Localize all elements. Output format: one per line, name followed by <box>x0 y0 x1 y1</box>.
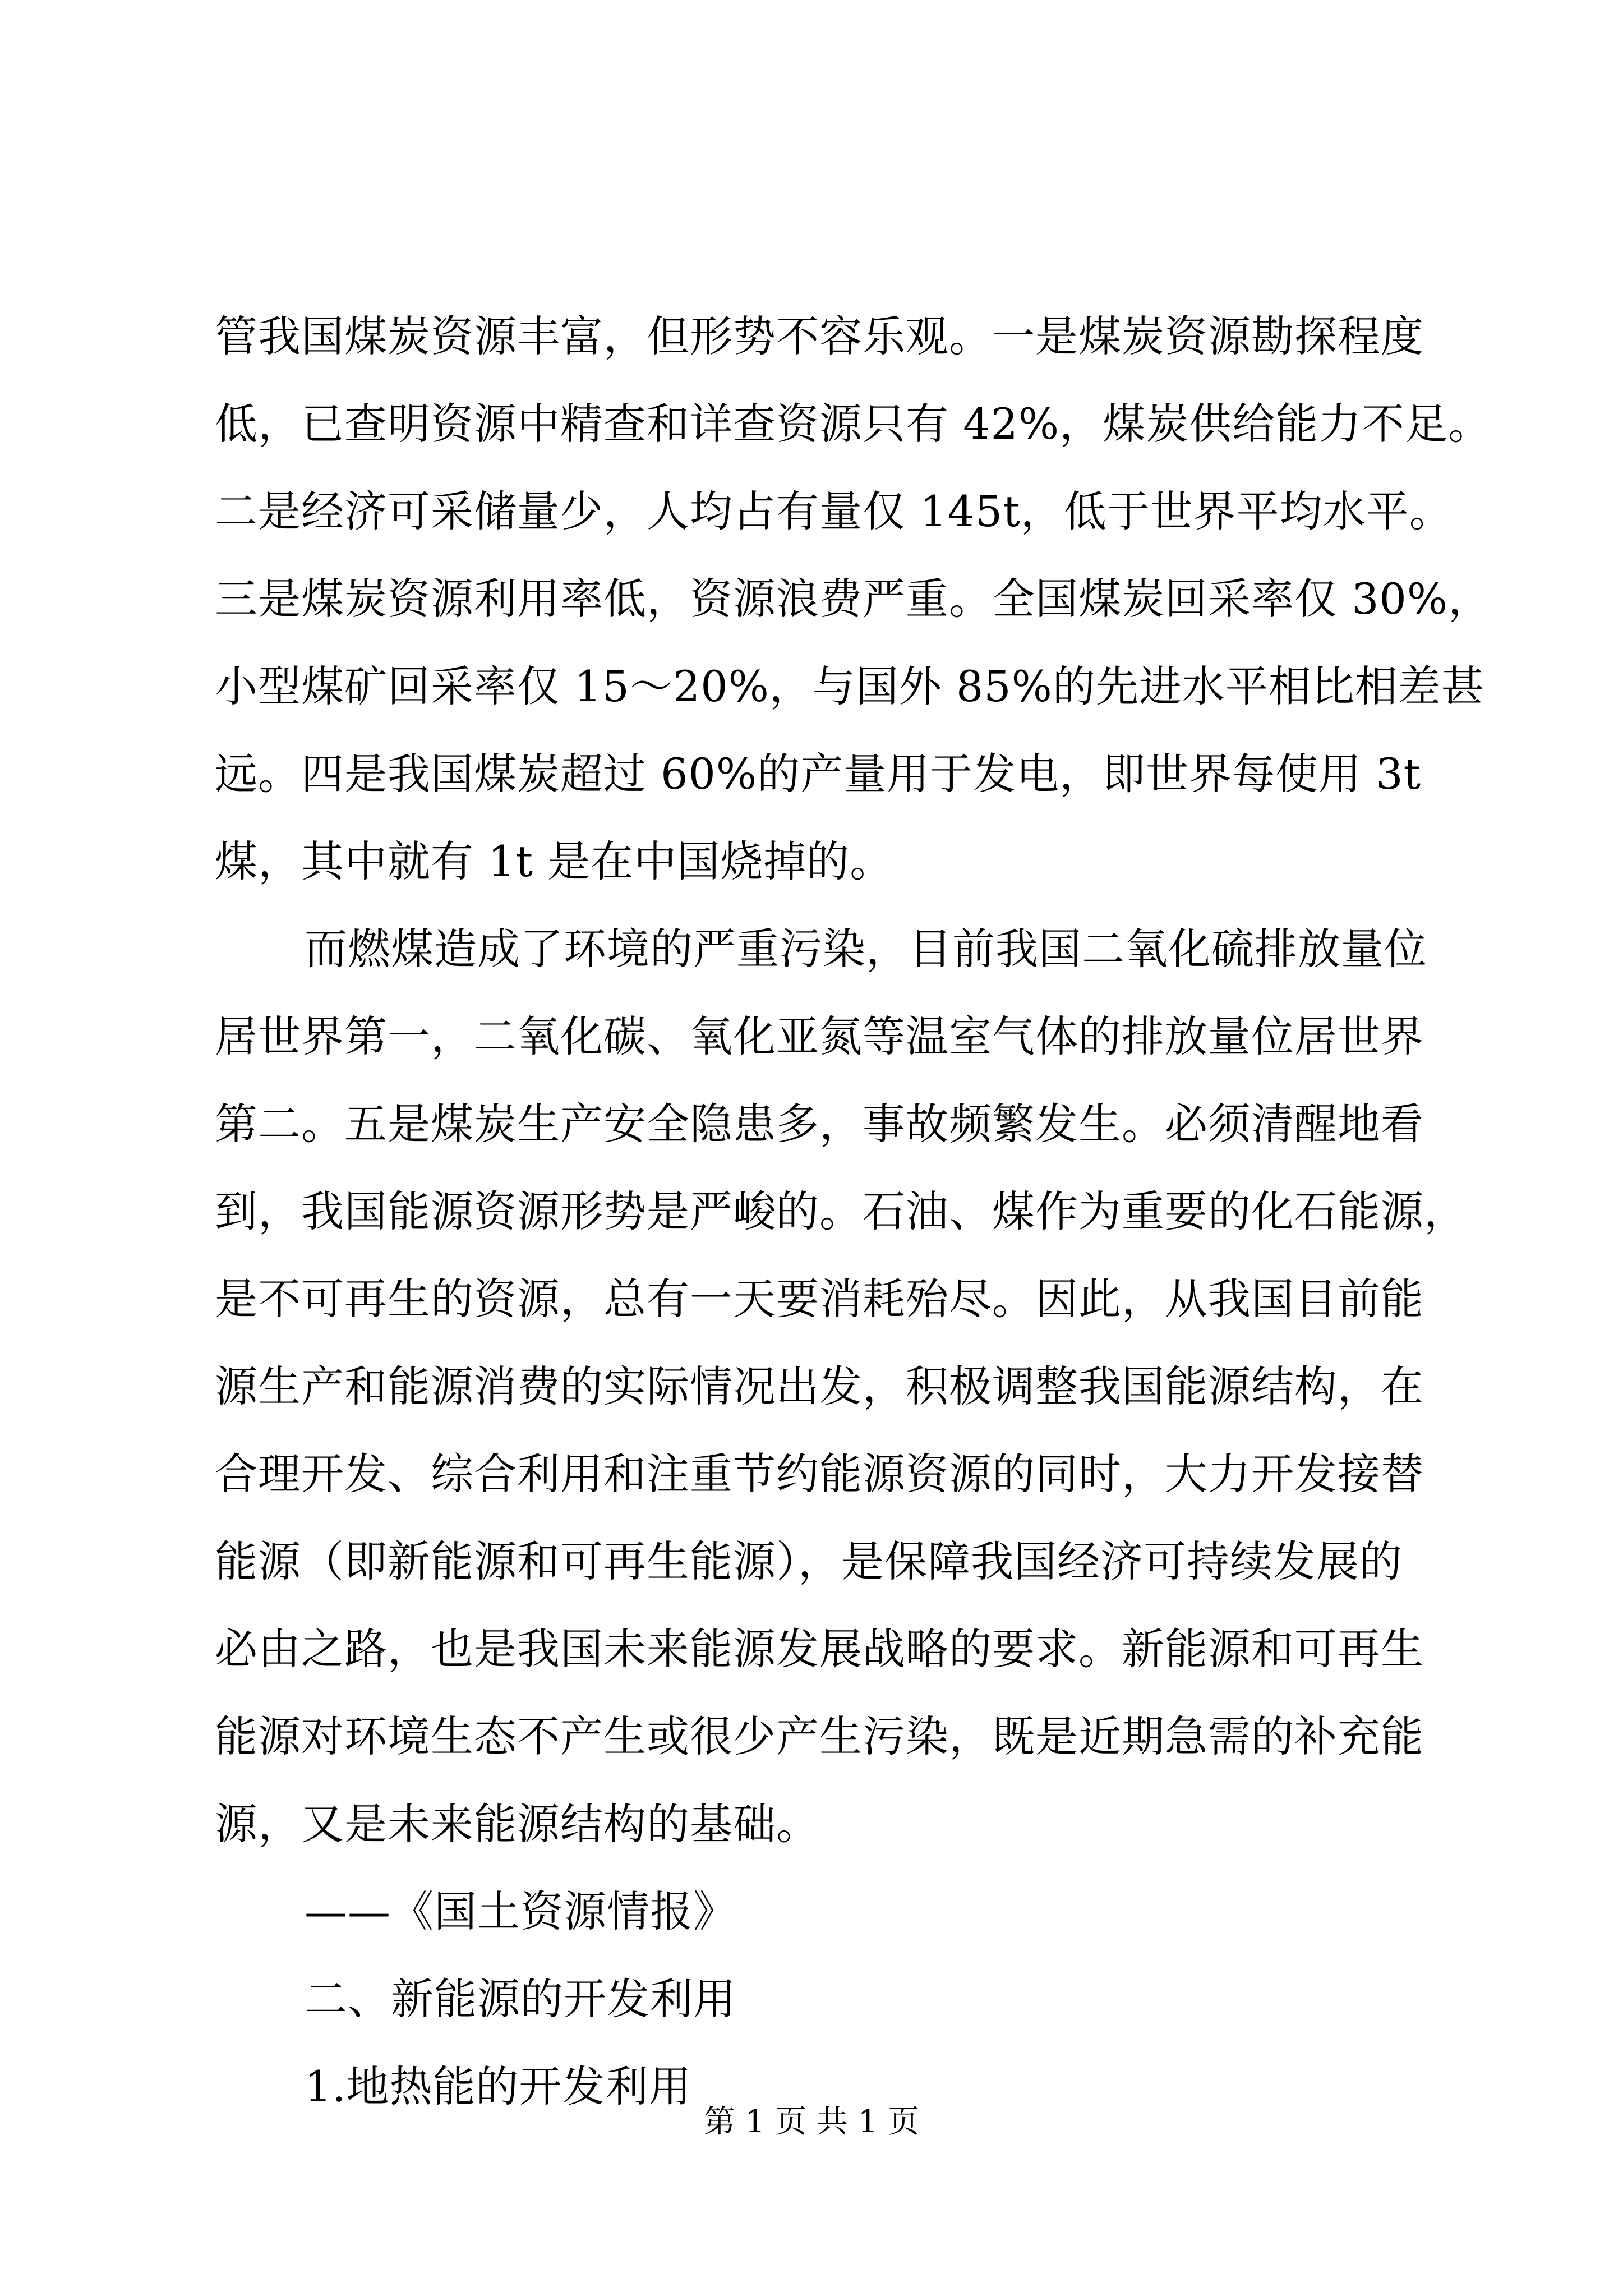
body-text-line: 能源（即新能源和可再生能源），是保障我国经济可持续发展的 <box>215 1536 1403 1586</box>
body-text-line: 三是煤炭资源利用率低，资源浪费严重。全国煤炭回采率仅 30%， <box>215 574 1492 624</box>
body-text-line: 必由之路，也是我国未来能源发展战略的要求。新能源和可再生 <box>215 1624 1424 1674</box>
body-text-line: 是不可再生的资源，总有一天要消耗殆尽。因此，从我国目前能 <box>215 1274 1424 1324</box>
body-text-line: 到，我国能源资源形势是严峻的。石油、煤作为重要的化石能源， <box>215 1186 1467 1236</box>
body-text-line: 合理开发、综合利用和注重节约能源资源的同时，大力开发接替 <box>215 1449 1424 1499</box>
source-citation: ——《国土资源情报》 <box>305 1887 736 1936</box>
body-text-line: 居世界第一，二氧化碳、氧化亚氮等温室气体的排放量位居世界 <box>215 1011 1424 1061</box>
body-text-line: 管我国煤炭资源丰富，但形势不容乐观。一是煤炭资源勘探程度 <box>215 311 1424 361</box>
body-text-line: 源，又是未来能源结构的基础。 <box>215 1799 819 1849</box>
document-body <box>215 293 1492 2131</box>
page-footer: 第 1 页 共 1 页 <box>703 2104 920 2140</box>
body-text-line: 二是经济可采储量少，人均占有量仅 145t，低于世界平均水平。 <box>215 486 1453 536</box>
body-text-line: 源生产和能源消费的实际情况出发，积极调整我国能源结构，在 <box>215 1361 1424 1411</box>
body-text-line: 低，已查明资源中精查和详查资源只有 42%，煤炭供给能力不足。 <box>215 399 1492 449</box>
paragraph-first-line: 而燃煤造成了环境的严重污染，目前我国二氧化硫排放量位 <box>305 924 1427 974</box>
subsection-heading: 1.地热能的开发利用 <box>305 2062 692 2111</box>
section-heading: 二、新能源的开发利用 <box>305 1974 736 2024</box>
body-text-line: 煤，其中就有 1t 是在中国烧掉的。 <box>215 836 893 886</box>
body-text-line: 远。四是我国煤炭超过 60%的产量用于发电，即世界每使用 3t <box>215 749 1422 799</box>
body-text-line: 能源对环境生态不产生或很少产生污染，既是近期急需的补充能 <box>215 1711 1424 1761</box>
body-text-line: 小型煤矿回采率仅 15～20%，与国外 85%的先进水平相比相差甚 <box>215 661 1484 711</box>
body-text-line: 第二。五是煤炭生产安全隐患多，事故频繁发生。必须清醒地看 <box>215 1099 1424 1149</box>
